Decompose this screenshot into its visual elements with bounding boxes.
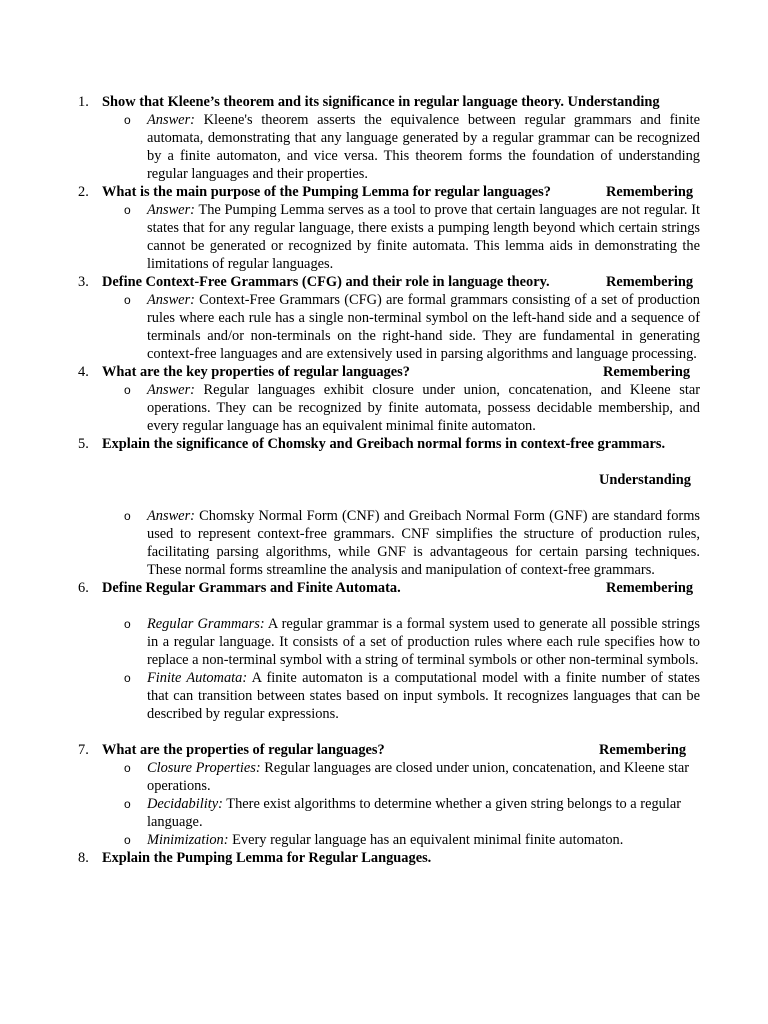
question-number: 3. (78, 274, 89, 290)
question-5 (0, 435, 698, 453)
question-text: What is the main purpose of the Pumping Lemma for regular languages? (102, 184, 551, 200)
answer-lead: Answer: (147, 508, 195, 524)
cognitive-level: Remembering (599, 742, 687, 758)
answer-text: A finite automaton is a computational model with a finite number of states that can transition between states based on input symbols. It recognizes languages that can be described by regular expressions. (147, 670, 700, 722)
answer-text: The Pumping Lemma serves as a tool to prove that certain languages are not regular. It states that for any regular language, there exists a pumping length beyond which certain strings cannot be generated or recognized by finite automata. This lemma aids in demonstrating the limitations of regular languages. (147, 202, 700, 272)
blank-line (0, 453, 768, 471)
bullet-icon: o (124, 833, 131, 847)
question-5-level-line (0, 471, 698, 489)
answer-text: Chomsky Normal Form (CNF) and Greibach Normal Form (GNF) are standard forms used to represent context-free grammars. CNF simplifies the structure of production rules, facilitating parsing algorithms, while GNF is advantageous for certain parsing techniques. These normal forms streamline the analysis and manipulation of context-free grammars. (147, 508, 700, 578)
answer-lead: Regular Grammars: (147, 616, 265, 632)
cognitive-level: Remembering (606, 184, 694, 200)
bullet-icon: o (124, 203, 131, 217)
answer-item (0, 291, 700, 363)
answer-text: Kleene's theorem asserts the equivalence between regular grammars and finite automata, demonstrating that any language generated by a regular grammar can be recognized by a finite automaton, and vice versa. This theorem forms the foundation of understanding regular languages and their properties. (147, 112, 700, 182)
answer-lead: Answer: (147, 382, 195, 398)
question-text: Explain the significance of Chomsky and Greibach normal forms in context-free grammars. (102, 436, 666, 452)
blank-line (0, 723, 768, 741)
question-7 (0, 741, 698, 759)
answer-text: Context-Free Grammars (CFG) are formal grammars consisting of a set of production rules where each rule has a single non-terminal symbol on the left-hand side and a sequence of terminals and/or non-terminals on the right-hand side. They are fundamental in generating context-free languages and are extensively used in parsing algorithms and language processing. (147, 292, 700, 362)
question-text: Explain the Pumping Lemma for Regular Languages. (102, 850, 432, 866)
answer-item (0, 111, 700, 183)
document-page (0, 93, 768, 867)
answer-text: Every regular language has an equivalent minimal finite automaton. (228, 832, 624, 848)
answer-lead: Answer: (147, 292, 195, 308)
answer-item (0, 507, 700, 579)
question-number: 4. (78, 364, 89, 380)
answer-text: There exist algorithms to determine whether a given string belongs to a regular language. (147, 796, 682, 830)
answer-lead: Answer: (147, 202, 195, 218)
question-number: 8. (78, 850, 89, 866)
bullet-icon: o (124, 761, 131, 775)
bullet-icon: o (124, 617, 131, 631)
answer-lead: Finite Automata: (147, 670, 248, 686)
answer-item (0, 381, 700, 435)
answer-item (0, 669, 700, 723)
answer-item (0, 759, 700, 795)
question-4 (0, 363, 698, 381)
answer-lead: Answer: (147, 112, 195, 128)
question-text: Define Context-Free Grammars (CFG) and their role in language theory. (102, 274, 550, 290)
answer-item (0, 795, 700, 831)
question-text: What are the key properties of regular languages? (102, 364, 410, 380)
question-number: 6. (78, 580, 89, 596)
bullet-icon: o (124, 113, 131, 127)
cognitive-level: Remembering (606, 274, 694, 290)
question-text: What are the properties of regular languages? (102, 742, 385, 758)
answer-item (0, 201, 700, 273)
question-number: 7. (78, 742, 89, 758)
cognitive-level: Remembering (606, 580, 694, 596)
answer-item (0, 831, 700, 849)
question-8 (0, 849, 698, 867)
question-text: Define Regular Grammars and Finite Automata. (102, 580, 401, 596)
answer-lead: Closure Properties: (147, 760, 261, 776)
question-1 (0, 93, 698, 111)
answer-lead: Decidability: (147, 796, 223, 812)
answer-text: Regular languages are closed under union, concatenation, and Kleene star operations. (147, 760, 690, 794)
bullet-icon: o (124, 509, 131, 523)
bullet-icon: o (124, 797, 131, 811)
question-6 (0, 579, 698, 597)
question-number: 2. (78, 184, 89, 200)
cognitive-level: Remembering (603, 364, 691, 380)
answer-text: A regular grammar is a formal system used to generate all possible strings in a regular language. It consists of a set of production rules where each rule specifies how to replace a non-terminal symbol with a string of terminal symbols or other non-terminal symbols. (147, 616, 700, 668)
question-2 (0, 183, 698, 201)
bullet-icon: o (124, 383, 131, 397)
bullet-icon: o (124, 671, 131, 685)
cognitive-level: Understanding (599, 472, 691, 488)
blank-line (0, 597, 768, 615)
question-number: 1. (78, 94, 89, 110)
answer-lead: Minimization: (147, 832, 229, 848)
blank-line (0, 489, 768, 507)
answer-item (0, 615, 700, 669)
question-number: 5. (78, 436, 89, 452)
question-text: Show that Kleene’s theorem and its significance in regular language theory. Understanding (102, 94, 660, 110)
bullet-icon: o (124, 293, 131, 307)
question-3 (0, 273, 698, 291)
answer-text: Regular languages exhibit closure under union, concatenation, and Kleene star operations. They can be recognized by finite automata, possess decidable membership, and every regular language has an equivalent minimal finite automaton. (147, 382, 700, 434)
